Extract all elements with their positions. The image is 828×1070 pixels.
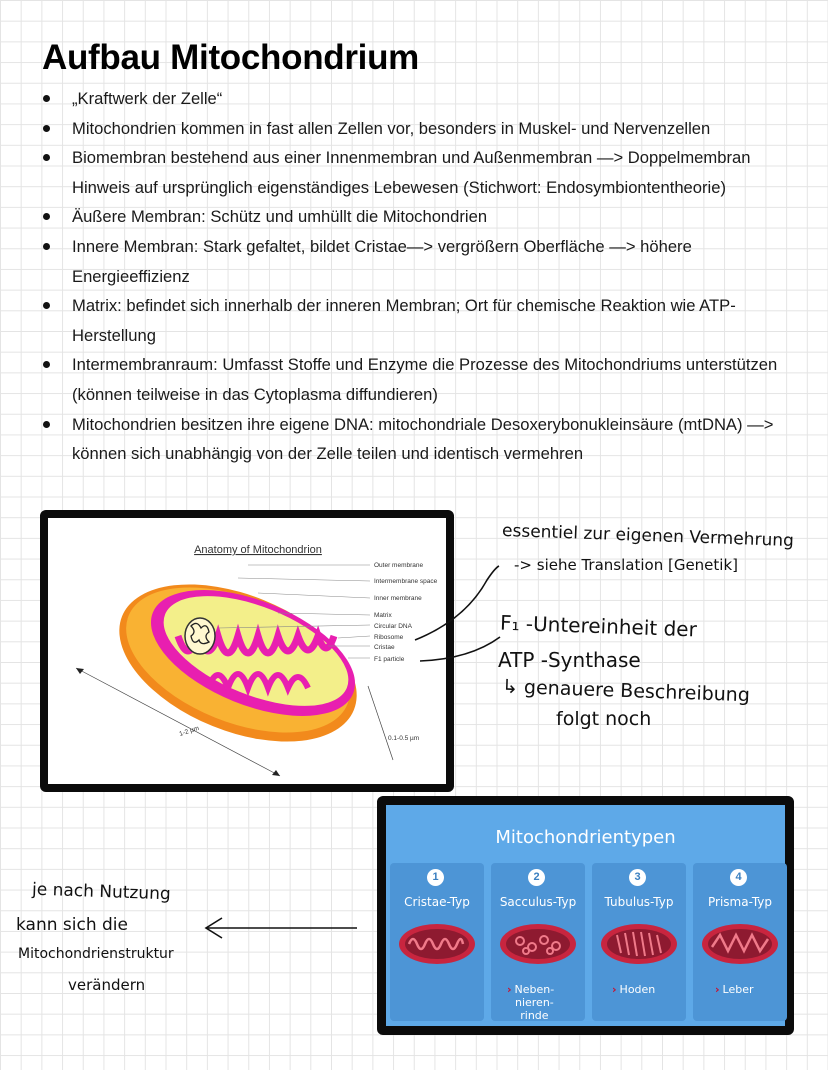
type-name: Tubulus-Typ [604, 895, 674, 909]
arrow-head [206, 918, 222, 938]
type-note-text: Neben- nieren- rinde [514, 983, 555, 1022]
width-label: 0.1-0.5 µm [388, 735, 420, 742]
type-name: Cristae-Typ [404, 895, 470, 909]
sacculus-mito-icon [498, 919, 578, 969]
type-note-text: Hoden [619, 983, 656, 996]
list-item: „Kraftwerk der Zelle“ [40, 84, 810, 114]
type-note-text: Leber [722, 983, 754, 996]
type-card-tubulus [592, 863, 686, 1021]
type-card-prisma [693, 863, 787, 1021]
note-translation: -> siehe Translation [Genetik] [514, 556, 738, 574]
type-name: Sacculus-Typ [499, 895, 577, 909]
note-description: ↳ genauere Beschreibung [501, 675, 751, 707]
length-label: 1-2 µm [178, 724, 200, 738]
page-title: Aufbau Mitochondrium [42, 38, 420, 77]
note-follows: folgt noch [556, 708, 652, 730]
list-item: Biomembran bestehend aus einer Innenmembran und Außenmembran —> Doppelmembran Hinweis auf ursprünglich eigenständiges Lebewesen (Stichwort: Endosymbiontentheorie) [40, 143, 810, 202]
list-item: Innere Membran: Stark gefaltet, bildet Cristae—> vergrößern Oberfläche —> höhere Energieeffizienz [40, 232, 810, 291]
list-item: Matrix: befindet sich innerhalb der inneren Membran; Ort für chemische Reaktion wie ATP-Herstellung [40, 291, 810, 350]
label-matrix: Matrix [374, 612, 392, 619]
anatomy-title: Anatomy of Mitochondrion [194, 544, 322, 556]
type-card-cristae [390, 863, 484, 1021]
note-can-change: kann sich die [16, 915, 128, 935]
type-card-sacculus [491, 863, 585, 1021]
note-atp-synthase: ATP -Synthase [498, 648, 641, 672]
type-note: › Neben- nieren- rinde [507, 983, 555, 1022]
prisma-mito-icon [700, 919, 780, 969]
length-arrow-end [272, 770, 280, 776]
list-item: Äußere Membran: Schütz und umhüllt die Mitochondrien [40, 202, 810, 232]
width-dimension-line [368, 686, 393, 760]
label-inner-membrane: Inner membrane [374, 595, 422, 602]
note-replication: essentiel zur eigenen Vermehrung [501, 520, 795, 552]
anatomy-figure [40, 510, 454, 792]
note-structure: Mitochondrienstruktur [18, 946, 174, 962]
notes-list [40, 84, 810, 469]
list-item: Mitochondrien kommen in fast allen Zellen vor, besonders in Muskel- und Nervenzellen [40, 114, 810, 144]
mitochondrion-diagram [48, 518, 446, 784]
note-f1-subunit: F₁ -Untereinheit der [499, 610, 698, 642]
type-note: › Leber [715, 983, 754, 996]
type-number: 1 [427, 869, 444, 886]
label-cristae: Cristae [374, 644, 395, 651]
label-circular-dna: Circular DNA [374, 623, 412, 630]
type-note: › Hoden [612, 983, 656, 996]
circular-dna-shape [185, 618, 215, 654]
list-item: Mitochondrien besitzen ihre eigene DNA: mitochondriale Desoxerybonukleinsäure (mtDNA) —> können sich unabhängig von der Zelle teilen und identisch vermehren [40, 410, 810, 469]
label-outer-membrane: Outer membrane [374, 562, 424, 569]
types-title: Mitochondrientypen [495, 827, 676, 848]
tubulus-mito-icon [599, 919, 679, 969]
note-usage: je nach Nutzung [31, 879, 172, 905]
type-name: Prisma-Typ [708, 895, 772, 909]
type-number: 3 [629, 869, 646, 886]
type-number: 4 [730, 869, 747, 886]
type-number: 2 [528, 869, 545, 886]
length-arrow-start [76, 668, 84, 674]
list-item: Intermembranraum: Umfasst Stoffe und Enzyme die Prozesse des Mitochondriums unterstützen (können teilweise in das Cytoplasma diffundieren) [40, 350, 810, 409]
note-change: verändern [68, 976, 146, 994]
label-f1-particle: F1 particle [374, 656, 405, 663]
label-intermembrane-space: Intermembrane space [374, 578, 438, 585]
cristae-mito-icon [397, 919, 477, 969]
mitochondria-types-figure [377, 796, 794, 1035]
label-ribosome: Ribosome [374, 634, 404, 641]
